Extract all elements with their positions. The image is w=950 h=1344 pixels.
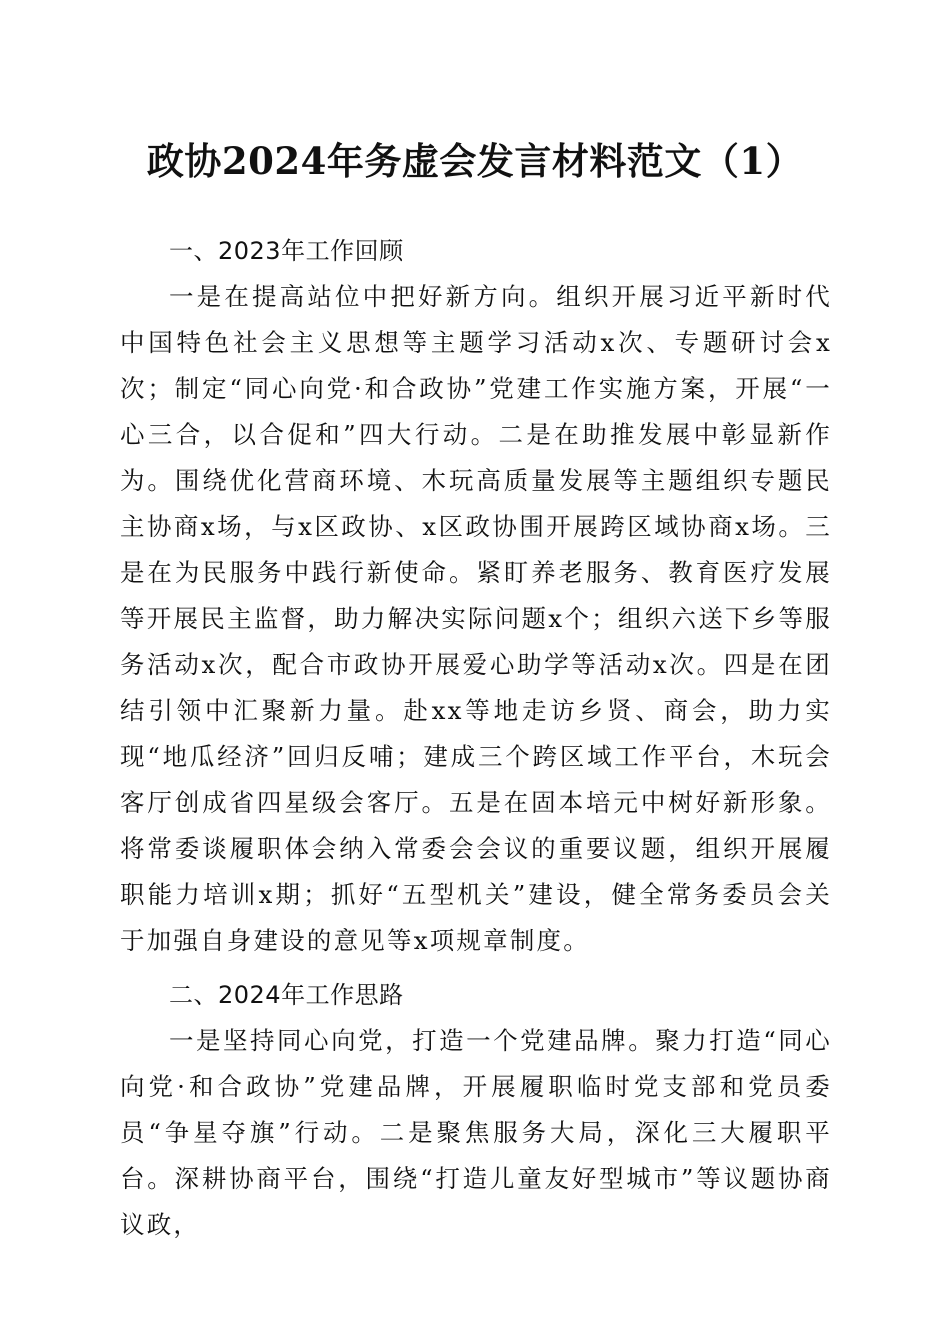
document-body bbox=[120, 228, 832, 1248]
section-paragraph-work-review: 一是在提高站位中把好新方向。组织开展习近平新时代中国特色社会主义思想等主题学习活动x次、专题研讨会x次；制定“同心向党·和合政协”党建工作实施方案，开展“一心三合，以合促和”四大行动。二是在助推发展中彰显新作为。围绕优化营商环境、木玩高质量发展等主题组织专题民主协商x场，与x区政协、x区政协围开展跨区域协商x场。三是在为民服务中践行新使命。紧盯养老服务、教育医疗发展等开展民主监督，助力解决实际问题x个；组织六送下乡等服务活动x次，配合市政协开展爱心助学等活动x次。四是在团结引领中汇聚新力量。赴xx等地走访乡贤、商会，助力实现“地瓜经济”回归反哺；建成三个跨区域工作平台，木玩会客厅创成省四星级会客厅。五是在固本培元中树好新形象。将常委谈履职体会纳入常委会会议的重要议题，组织开展履职能力培训x期；抓好“五型机关”建设，健全常务委员会关于加强自身建设的意见等x项规章制度。 bbox=[120, 282, 832, 955]
document-title: 政协2024年务虚会发言材料范文（1） bbox=[146, 139, 804, 183]
section-heading-work-review: 一、2023年工作回顾 bbox=[169, 237, 404, 265]
section-paragraph-work-plan: 一是坚持同心向党，打造一个党建品牌。聚力打造“同心向党·和合政协”党建品牌，开展履职临时党支部和党员委员“争星夺旗”行动。二是聚焦服务大局，深化三大履职平台。深耕协商平台，围绕“打造儿童友好型城市”等议题协商议政， bbox=[120, 1026, 832, 1239]
section-heading-work-plan: 二、2024年工作思路 bbox=[169, 981, 404, 1009]
